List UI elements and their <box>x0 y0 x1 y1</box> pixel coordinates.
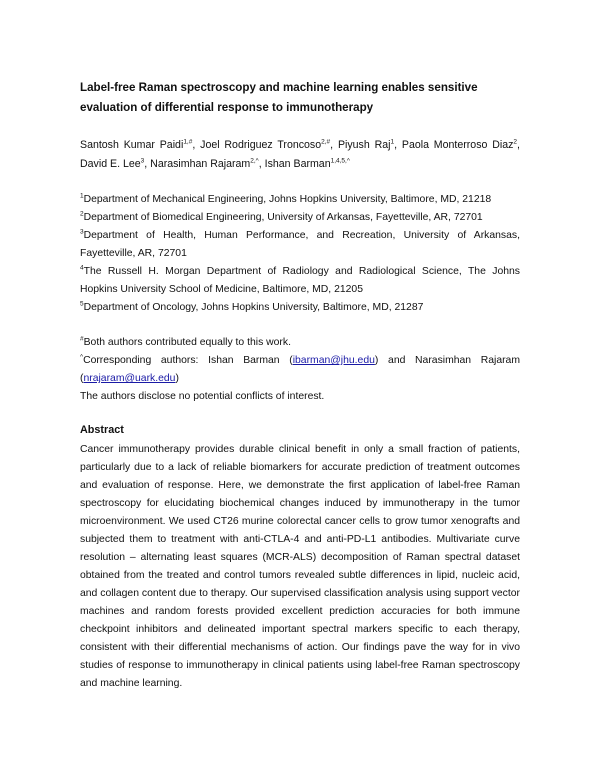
abstract-body: Cancer immunotherapy provides durable clinical benefit in only a small fraction of patients, particularly due to a lack of reliable biomarkers for accurate prediction of treatment outcomes and evaluation of response. Here, we demonstrate the first application of label-free Raman spectroscopy for elucidating biochemical changes induced by immunotherapy in the tumor microenvironment. We used CT26 murine colorectal cancer cells to grow tumor xenografts and subjected them to treatment with anti-CTLA-4 and anti-PD-L1 antibodies. Multivariate curve resolution – alternating least squares (MCR-ALS) decomposition of Raman spectral dataset obtained from the treated and control tumors revealed subtle differences in lipid, nucleic acid, and collagen content due to therapy. Our supervised classification analysis using support vector machines and random forests provided excellent prediction accuracies for both immune checkpoint inhibitors and delineated important spectral markers specific to each therapy, consistent with their differential mechanisms of action. Our findings pave the way for in vivo studies of response to immunotherapy in clinical patients using label-free Raman spectroscopy and machine learning. <box>80 444 520 689</box>
author: Joel Rodriguez Troncoso$^{2,\#}$, <box>200 138 338 151</box>
email-link-rajaram[interactable]: nrajaram@uark.edu <box>83 373 176 384</box>
email-link-barman[interactable]: ibarman@jhu.edu <box>292 355 375 366</box>
author: Santosh Kumar Paidi$^{1,\#}$, <box>80 138 201 151</box>
affiliation-4: $^4$The Russell H. Morgan Department of Radiology and Radiological Science, The Johns Hopkins University School of Medicine, Baltimore, MD, 21205 <box>80 264 520 295</box>
author: Piyush Raj$^1$, <box>337 138 402 151</box>
author: Ishan Barman$^{1,4,5,\^{}}$ <box>264 157 350 170</box>
author: Paola Monterroso Diaz$^2$, <box>401 138 520 151</box>
author: David E. Lee$^3$, <box>80 157 151 170</box>
corresponding-authors-note: ^Corresponding authors: Ishan Barman (ibarman@jhu.edu) and Narasimhan Rajaram (nrajaram@uark.edu) <box>80 353 520 384</box>
abstract-heading: Abstract <box>80 424 124 436</box>
conflict-disclosure: The authors disclose no potential conflicts of interest. <box>80 391 325 402</box>
equal-contribution-note: #Both authors contributed equally to this work. <box>80 335 291 348</box>
paper-title: Label-free Raman spectroscopy and machine learning enables sensitive evaluation of differential response to immunotherapy <box>80 81 478 114</box>
affiliation-2: $^2$Department of Biomedical Engineering, University of Arkansas, Fayetteville, AR, 72701 <box>80 210 483 223</box>
author: Narasimhan Rajaram$^{2,\^{}}$, <box>150 157 265 170</box>
affiliation-5: $^5$Department of Oncology, Johns Hopkins University, Baltimore, MD, 21287 <box>80 300 424 313</box>
affiliation-3: $^3$Department of Health, Human Performance, and Recreation, University of Arkansas, Fayetteville, AR, 72701 <box>80 228 520 259</box>
author-list <box>80 136 520 174</box>
affiliation-1: $^1$Department of Mechanical Engineering, Johns Hopkins University, Baltimore, MD, 21218 <box>80 192 492 205</box>
